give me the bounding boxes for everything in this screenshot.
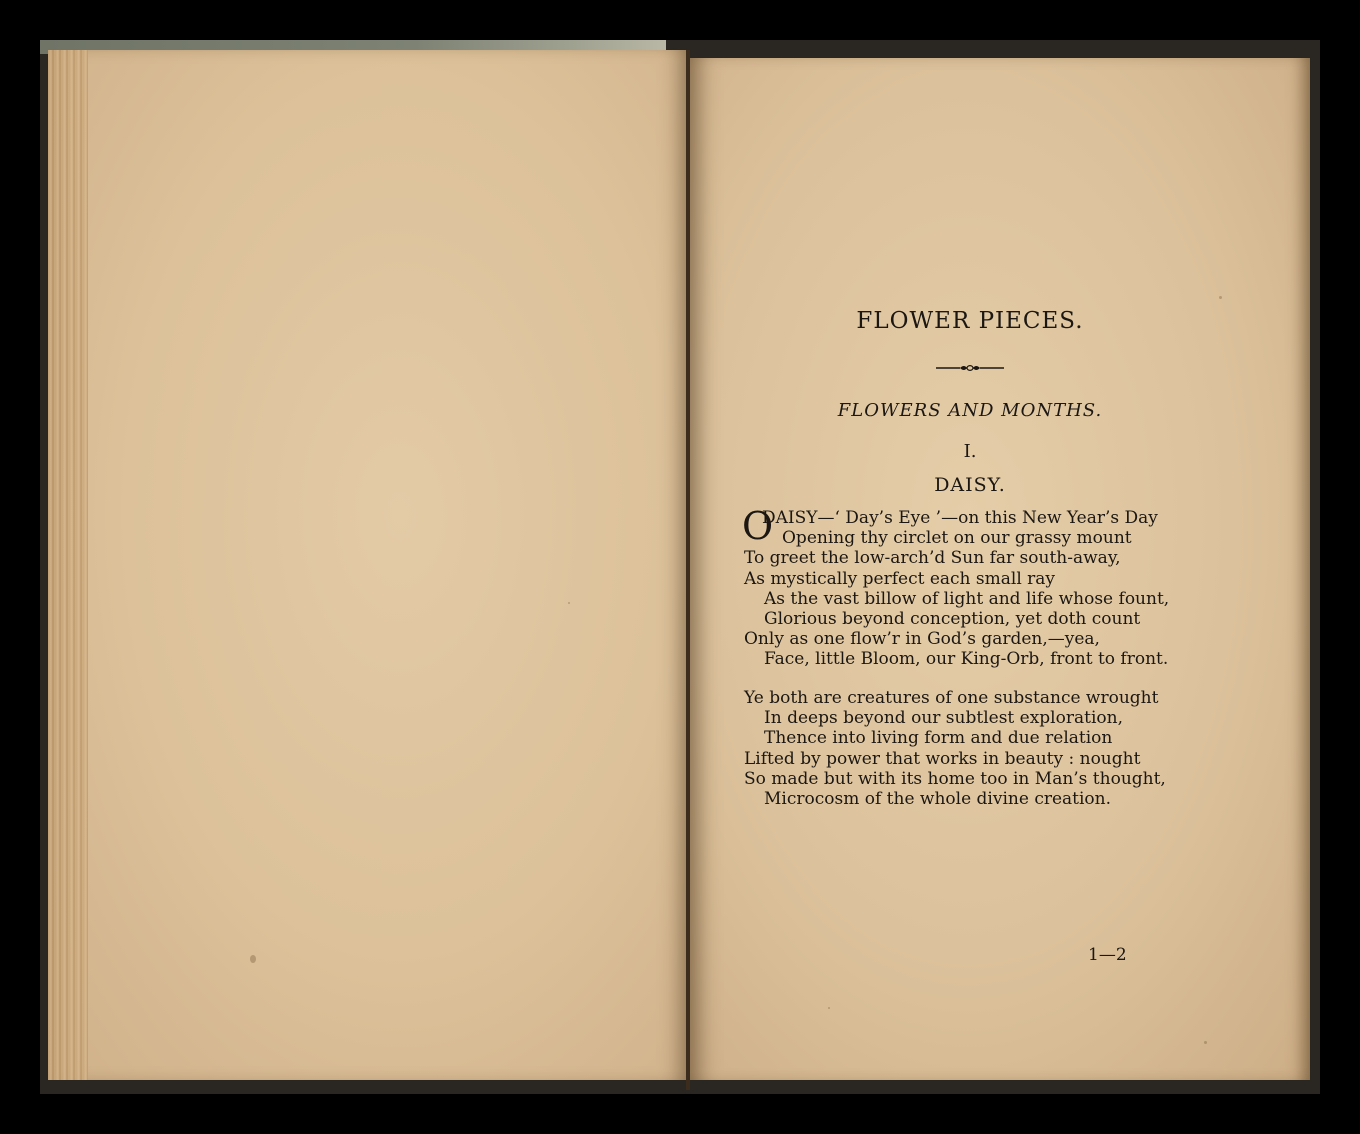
poem-line: Glorious beyond conception, yet doth count: [764, 609, 1141, 630]
poem-title: DAISY.: [934, 474, 1006, 496]
poem-line: Opening thy circlet on our grassy mount: [782, 528, 1132, 549]
poem-line: Thence into living form and due relation: [764, 728, 1113, 749]
poem-line: Lifted by power that works in beauty : nought: [744, 748, 1141, 769]
left-page-blank: [48, 50, 688, 1080]
paper-speck: [1219, 296, 1222, 299]
paper-speck: [828, 1007, 830, 1009]
paper-speck: [250, 955, 256, 963]
poem-numeral: I.: [963, 441, 977, 462]
poem-line: DAISY—‘ Day’s Eye ’—on this New Year’s Day: [762, 508, 1158, 528]
poem-line: Face, little Bloom, our King-Orb, front to front.: [764, 649, 1169, 670]
poem-line: To greet the low-arch’d Sun far south-away,: [744, 548, 1121, 569]
page-title: FLOWER PIECES.: [856, 308, 1084, 334]
poem-line: In deeps beyond our subtlest exploration,: [764, 708, 1123, 729]
poem-line: Only as one flow’r in God’s garden,—yea,: [744, 629, 1100, 650]
poem-line: As the vast billow of light and life whose fount,: [764, 588, 1170, 609]
poem-line: As mystically perfect each small ray: [744, 568, 1056, 589]
paper-speck: [1204, 1041, 1207, 1044]
poem-line: Ye both are creatures of one substance wrought: [744, 688, 1159, 708]
stanza-2: [744, 688, 1224, 809]
left-page-edges: [48, 50, 88, 1080]
ornament-divider: [936, 362, 1004, 374]
stanza-1: [742, 504, 1224, 670]
drop-cap: O: [742, 504, 774, 548]
page-number: 1—2: [1088, 945, 1127, 965]
paper-speck: [568, 602, 570, 604]
section-title: FLOWERS AND MONTHS.: [837, 400, 1103, 421]
poem-line: Microcosm of the whole divine creation.: [764, 789, 1112, 810]
poem-line: So made but with its home too in Man’s thought,: [744, 768, 1166, 789]
book-gutter: [686, 50, 690, 1090]
